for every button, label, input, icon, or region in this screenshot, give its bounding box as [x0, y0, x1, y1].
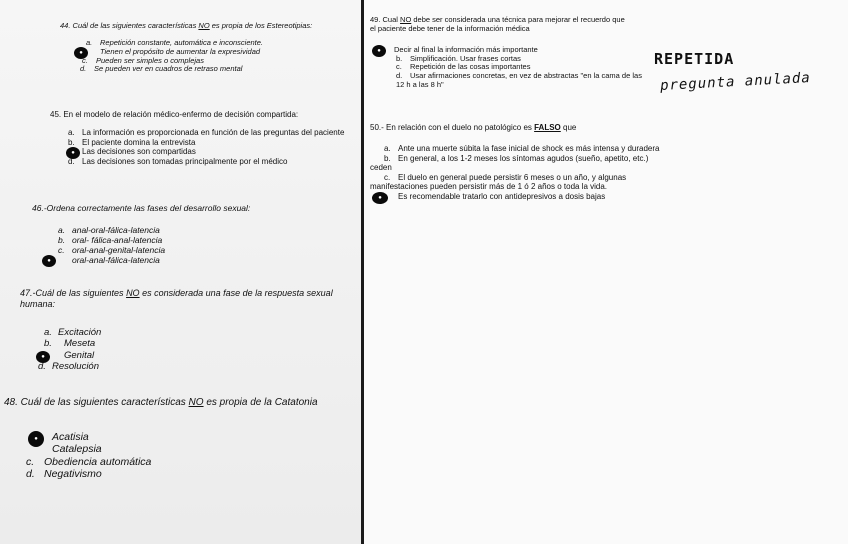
option-47-c[interactable]: ● Genital — [44, 350, 350, 361]
answer-mark-icon: ● — [66, 147, 80, 159]
option-48-d[interactable]: d. Negativismo — [26, 467, 102, 480]
option-45-a[interactable]: a. La información es proporcionada en función de las preguntas del paciente — [68, 128, 345, 138]
question-48-text: 48. Cuál de las siguientes características NO es propia de la Catatonia — [4, 397, 318, 408]
option-48-b[interactable]: Catalepsia — [52, 443, 102, 456]
option-48-c[interactable]: c. Obediencia automática — [26, 455, 152, 468]
handwritten-note — [654, 50, 734, 68]
answer-mark-icon: ● — [372, 45, 386, 57]
question-49-text: 49. Cual NO debe ser considerada una técnica para mejorar el recuerdo que el paciente debe tener de la información médica — [370, 15, 625, 33]
option-50-c[interactable]: c. El duelo en general puede persistir 6 meses o un año, y algunas manifestaciones pueden persistir más de 1 ó 2 años o toda la vida. — [370, 172, 627, 192]
question-47 — [20, 288, 350, 372]
left-exam-page — [0, 0, 361, 544]
answer-mark-icon: ● — [372, 192, 388, 204]
answer-mark-icon: ● — [74, 47, 88, 59]
option-47-b[interactable]: b. Meseta — [44, 338, 96, 350]
option-44-b[interactable]: ● Tienen el propósito de aumentar la expresividad — [86, 48, 340, 57]
option-49-c[interactable]: c. Repetición de las cosas importantes — [396, 62, 531, 72]
question-46-text: 46.-Ordena correctamente las fases del desarrollo sexual: — [32, 203, 251, 213]
right-exam-page — [364, 0, 848, 544]
question-45-text: 45. En el modelo de relación médico-enfermo de decisión compartida: — [50, 110, 299, 119]
option-50-a[interactable]: a. Ante una muerte súbita la fase inicial de shock es más intensa y duradera — [384, 144, 660, 154]
option-44-d[interactable]: d. Se pueden ver en cuadros de retraso mental — [80, 64, 243, 74]
answer-mark-icon: ● — [36, 351, 50, 363]
option-49-a[interactable]: ● Decir al final la información más importante — [394, 46, 630, 55]
question-47-text: 47.-Cuál de las siguientes NO es considerada una fase de la respuesta sexual humana: — [20, 288, 333, 309]
question-50-text: 50.- En relación con el duelo no patológico es FALSO que — [370, 123, 577, 132]
answer-mark-icon: ● — [42, 255, 56, 267]
option-46-b[interactable]: b. oral- fálica-anal-latencia — [58, 235, 163, 246]
option-50-b[interactable]: b. En general, a los 1-2 meses los síntomas agudos (sueño, apetito, etc.) ceden — [370, 153, 649, 173]
question-49 — [370, 15, 642, 90]
answer-mark-icon: ● — [28, 431, 44, 447]
question-50 — [370, 123, 670, 201]
question-45 — [50, 110, 350, 166]
question-48 — [4, 397, 354, 480]
option-44-c[interactable]: c. Pueden ser simples o complejas — [82, 55, 204, 65]
option-44-a[interactable]: a. Repetición constante, automática e inconsciente. — [86, 37, 264, 47]
question-44 — [60, 22, 340, 74]
option-49-b[interactable]: b. Simplificación. Usar frases cortas — [396, 53, 521, 63]
option-45-c[interactable]: ● Las decisiones son compartidas — [68, 147, 350, 156]
option-47-a[interactable]: a. Excitación — [44, 327, 102, 339]
option-49-d[interactable]: d. Usar afirmaciones concretas, en vez de abstractas "en la cama de las 12 h a las 8 h" — [396, 71, 642, 90]
question-46 — [32, 203, 342, 265]
option-47-d[interactable]: d. Resolución — [38, 360, 99, 372]
option-45-d[interactable]: d. Las decisiones son tomadas principalmente por el médico — [68, 156, 288, 166]
option-46-d[interactable]: ● oral-anal-fálica-latencia — [58, 255, 342, 265]
handwritten-note-2 — [660, 70, 811, 94]
option-50-d[interactable]: ● Es recomendable tratarlo con antidepresivos a dosis bajas — [398, 192, 670, 201]
handwritten-line-1: REPETIDA — [654, 50, 735, 68]
option-46-a[interactable]: a. anal-oral-fálica-latencia — [58, 225, 160, 236]
question-44-text: 44. Cuál de las siguientes características NO es propia de los Estereotipias: — [60, 21, 313, 30]
option-46-c[interactable]: c. oral-anal-genital-latencia — [58, 245, 166, 256]
option-48-a[interactable]: ● Acatisia — [34, 431, 354, 443]
option-45-b[interactable]: b. El paciente domina la entrevista — [68, 137, 196, 147]
handwritten-line-2: pregunta anulada — [659, 70, 812, 94]
